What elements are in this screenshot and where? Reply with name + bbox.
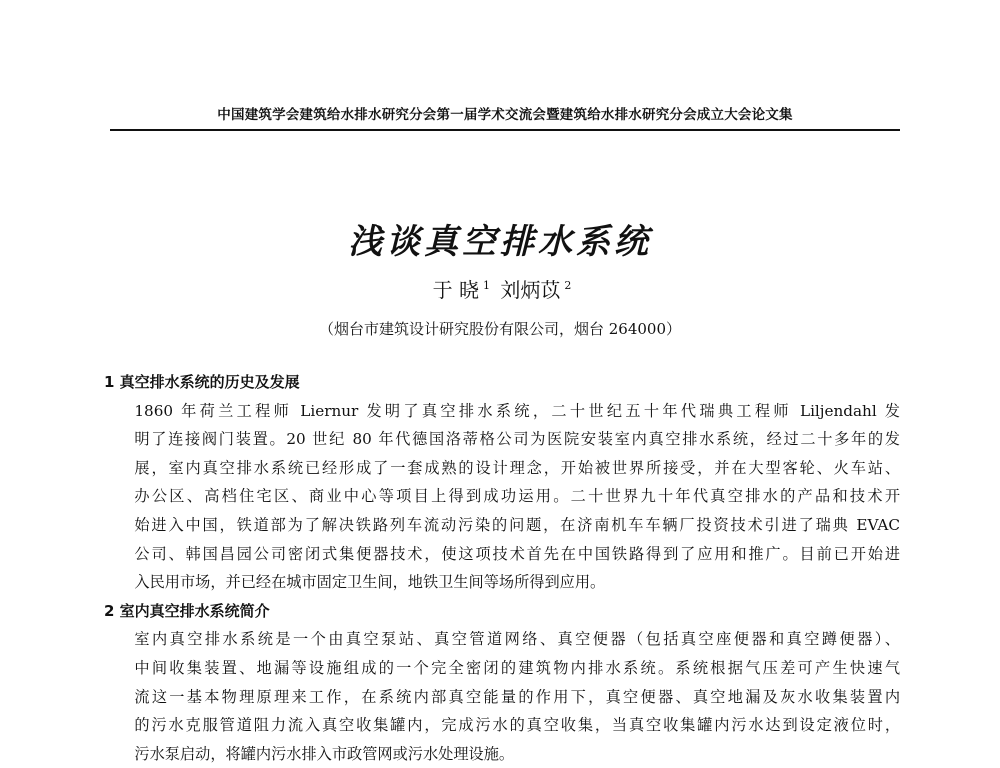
author-name: 于 晓	[432, 278, 479, 302]
author-affiliation-mark: 1	[483, 279, 490, 292]
author-name: 刘炳苡	[500, 278, 561, 302]
paper-title: 浅谈真空排水系统	[348, 222, 652, 262]
text-line: 中间收集装置、地漏等设施组成的一个完全密闭的建筑物内排水系统。系统根据气压差可产生快速气	[134, 658, 900, 677]
paragraph	[104, 397, 900, 597]
text-line: 流这一基本物理原理来工作，在系统内部真空能量的作用下，真空便器、真空地漏及灰水收集装置内	[134, 687, 900, 706]
running-header: 中国建筑学会建筑给水排水研究分会第一届学术交流会暨建筑给水排水研究分会成立大会论文集	[217, 107, 793, 123]
text-line: 公司、韩国昌园公司密闭式集便器技术，使这项技术首先在中国铁路得到了应用和推广。目前已开始进	[134, 544, 900, 563]
text-line: 明了连接阀门装置。20 世纪 80 年代德国洛蒂格公司为医院安装室内真空排水系统，经过二十多年的发	[134, 430, 900, 449]
affiliation: （烟台市建筑设计研究股份有限公司，烟台 264000）	[318, 320, 682, 338]
text-line: 室内真空排水系统是一个由真空泵站、真空管道网络、真空便器（包括真空座便器和真空蹲便器）、	[134, 630, 900, 649]
text-line: 污水泵启动，将罐内污水排入市政管网或污水处理设施。	[134, 744, 515, 763]
text-line: 始进入中国，铁道部为了解决铁路列车流动污染的问题，在济南机车车辆厂投资技术引进了瑞典 EVAC	[134, 515, 900, 534]
text-line: 展，室内真空排水系统已经形成了一套成熟的设计理念，开始被世界所接受，并在大型客轮、火车站、	[134, 458, 900, 477]
body-text	[104, 368, 900, 768]
text-line: 1860 年荷兰工程师 Liernur 发明了真空排水系统，二十世纪五十年代瑞典工程师 Liljendahl 发	[134, 401, 900, 420]
header-rule	[110, 129, 900, 131]
text-line: 入民用市场，并已经在城市固定卫生间，地铁卫生间等场所得到应用。	[134, 573, 606, 592]
text-line: 的污水克服管道阻力流入真空收集罐内，完成污水的真空收集，当真空收集罐内污水达到设定液位时，	[134, 716, 900, 735]
author-line	[0, 274, 1000, 303]
text-line: 办公区、高档住宅区、商业中心等项目上得到成功运用。二十世界九十年代真空排水的产品和技术开	[134, 487, 900, 506]
author-affiliation-mark: 2	[564, 279, 572, 292]
paragraph	[104, 625, 900, 768]
section-heading: 2 室内真空排水系统简介	[104, 601, 270, 620]
section-heading: 1 真空排水系统的历史及发展	[104, 373, 300, 391]
